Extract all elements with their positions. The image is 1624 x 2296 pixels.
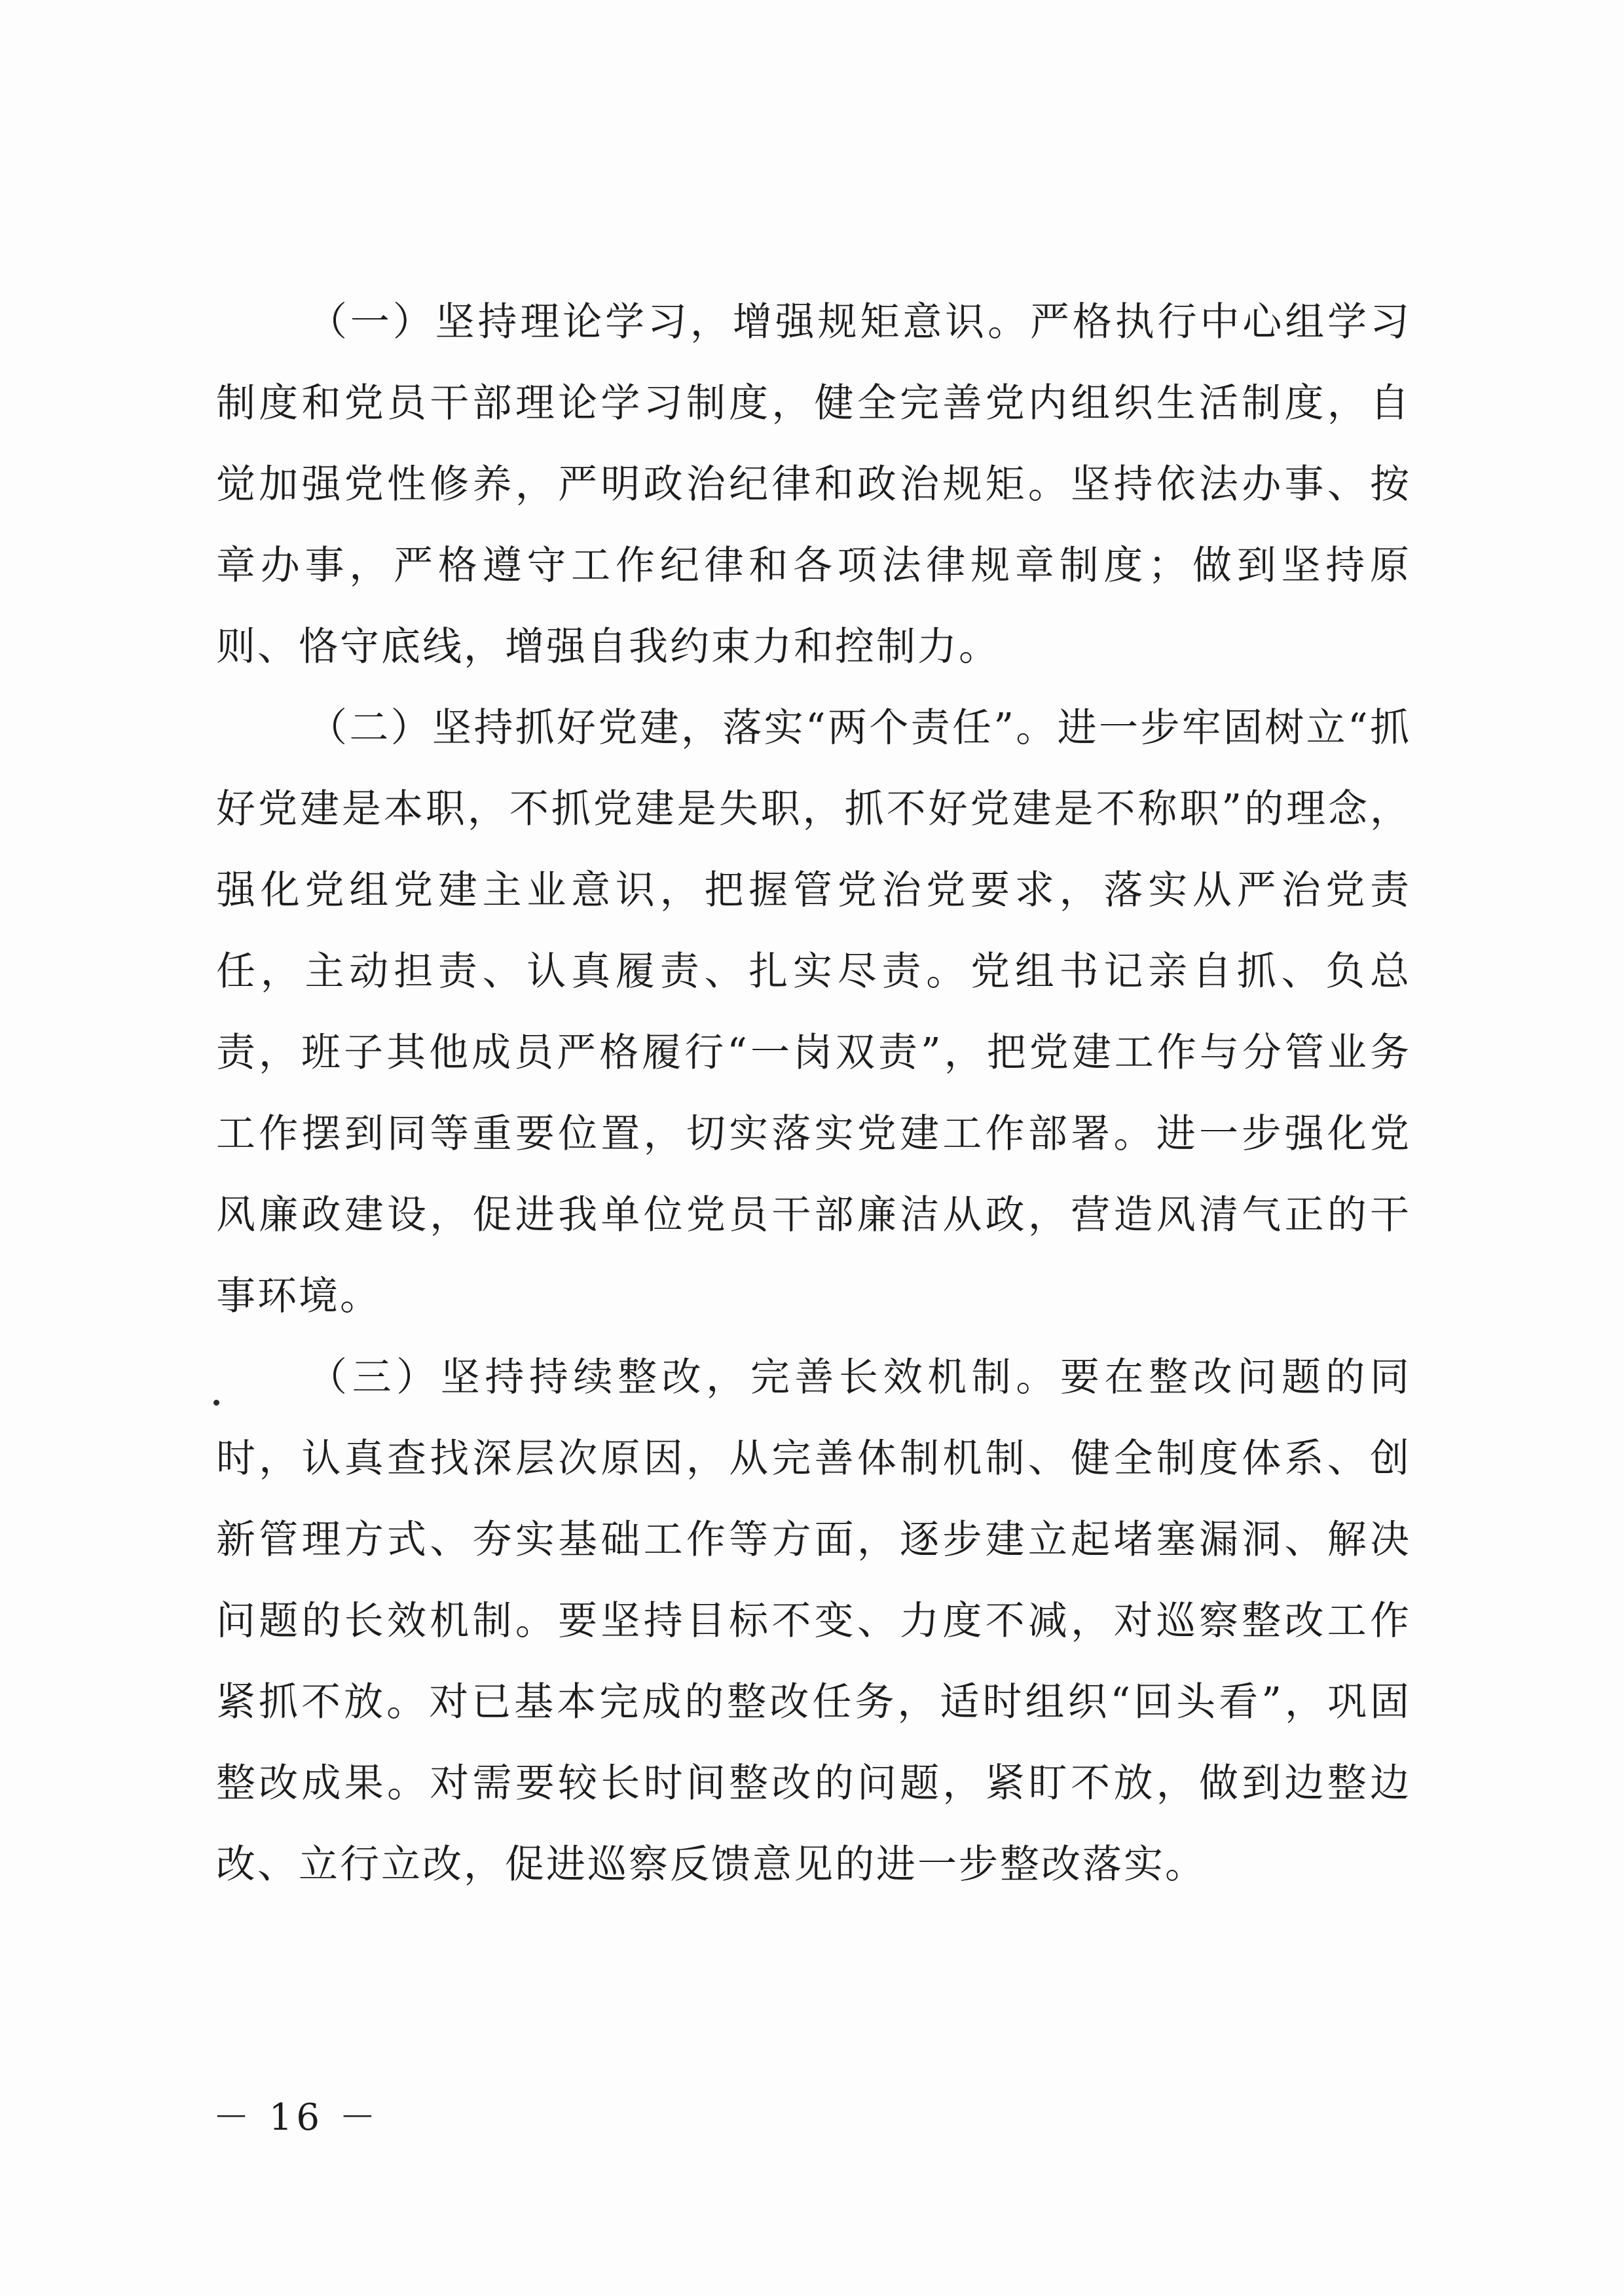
body-text — [216, 282, 1411, 1905]
paragraph-continuous-rectification: （三）坚持持续整改，完善长效机制。要在整改问题的同时，认真查找深层次原因，从完善体制机制、健全制度体系、创新管理方式、夯实基础工作等方面，逐步建立起堵塞漏洞、解决问题的长效机制。要坚持目标不变、力度不减，对巡察整改工作紧抓不放。对已基本完成的整改任务，适时组织“回头看”，巩固整改成果。对需要较长时间整改的问题，紧盯不放，做到边整边改、立行立改，促进巡察反馈意见的进一步整改落实。 — [216, 1355, 1411, 1887]
scan-speck — [213, 1400, 219, 1406]
page-number: － 16 － — [213, 2096, 380, 2139]
paragraph-party-building: （二）坚持抓好党建，落实“两个责任”。进一步牢固树立“抓好党建是本职，不抓党建是失职，抓不好党建是不称职”的理念，强化党组党建主业意识，把握管党治党要求，落实从严治党责任，主动担责、认真履责、扎实尽责。党组书记亲自抓、负总责，班子其他成员严格履行“一岗双责”，把党建工作与分管业务工作摆到同等重要位置，切实落实党建工作部署。进一步强化党风廉政建设，促进我单位党员干部廉洁从政，营造风清气正的干事环境。 — [216, 705, 1411, 1319]
paragraph-theory-study: （一）坚持理论学习，增强规矩意识。严格执行中心组学习制度和党员干部理论学习制度，健全完善党内组织生活制度，自觉加强党性修养，严明政治纪律和政治规矩。坚持依法办事、按章办事，严格遵守工作纪律和各项法律规章制度；做到坚持原则、恪守底线，增强自我约束力和控制力。 — [216, 299, 1411, 670]
